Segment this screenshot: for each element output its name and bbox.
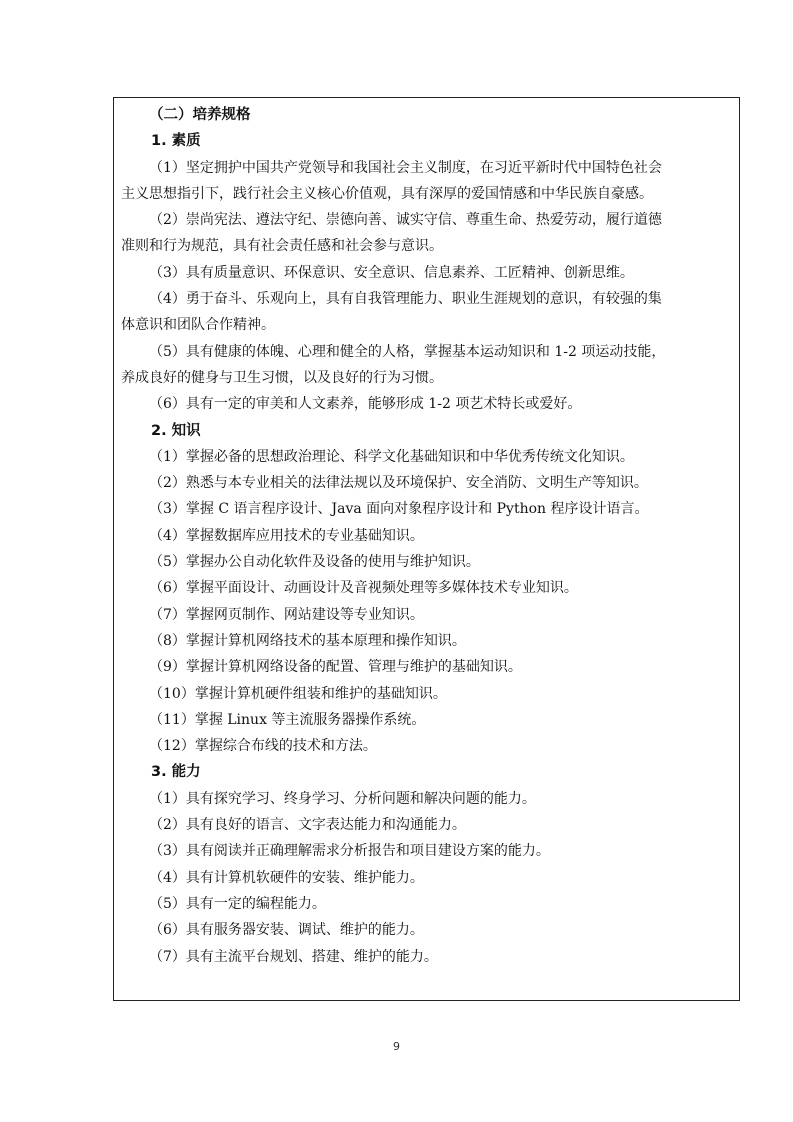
knowledge-item-2: （2）熟悉与本专业相关的法律法规以及环境保护、安全消防、文明生产等知识。 [149, 475, 648, 492]
knowledge-heading: 2. 知识 [151, 422, 201, 439]
quality-item-4-line-1: （4）勇于奋斗、乐观向上，具有自我管理能力、职业生涯规划的意识，有较强的集 [149, 291, 662, 308]
ability-item-6: （6）具有服务器安装、调试、维护的能力。 [149, 922, 424, 939]
page-number: 9 [393, 1040, 400, 1053]
quality-item-3: （3）具有质量意识、环保意识、安全意识、信息素养、工匠精神、创新思维。 [149, 264, 634, 281]
ability-item-1: （1）具有探究学习、终身学习、分析问题和解决问题的能力。 [149, 790, 536, 807]
knowledge-item-8: （8）掌握计算机网络技术的基本原理和操作知识。 [149, 632, 466, 649]
knowledge-item-3: （3）掌握 C 语言程序设计、Java 面向对象程序设计和 Python 程序设计语言。 [149, 501, 649, 518]
knowledge-item-7: （7）掌握网页制作、网站建设等专业知识。 [149, 606, 424, 623]
ability-item-4: （4）具有计算机软硬件的安装、维护能力。 [149, 869, 424, 886]
quality-item-1-line-2: 主义思想指引下，践行社会主义核心价值观，具有深厚的爱国情感和中华民族自豪感。 [121, 185, 653, 202]
knowledge-item-10: （10）掌握计算机硬件组装和维护的基础知识。 [149, 685, 447, 702]
qualities-heading: 1. 素质 [151, 133, 201, 150]
knowledge-item-9: （9）掌握计算机网络设备的配置、管理与维护的基础知识。 [149, 659, 522, 676]
knowledge-list [121, 444, 733, 760]
knowledge-item-4: （4）掌握数据库应用技术的专业基础知识。 [149, 527, 424, 544]
qualities-list [121, 155, 733, 418]
abilities-list [121, 786, 733, 970]
quality-item-1-line-1: （1）坚定拥护中国共产党领导和我国社会主义制度，在习近平新时代中国特色社会 [149, 159, 662, 176]
section-title: （二）培养规格 [149, 107, 251, 123]
ability-item-7: （7）具有主流平台规划、搭建、维护的能力。 [149, 948, 438, 965]
ability-item-3: （3）具有阅读并正确理解需求分析报告和项目建设方案的能力。 [149, 843, 550, 860]
quality-item-5-line-2: 养成良好的健身与卫生习惯，以及良好的行为习惯。 [121, 369, 443, 386]
quality-item-6: （6）具有一定的审美和人文素养，能够形成 1-2 项艺术特长或爱好。 [149, 396, 582, 413]
ability-item-2: （2）具有良好的语言、文字表达能力和沟通能力。 [149, 817, 466, 834]
ability-item-5: （5）具有一定的编程能力。 [149, 895, 326, 912]
knowledge-item-12: （12）掌握综合布线的技术和方法。 [149, 738, 377, 755]
quality-item-4-line-2: 体意识和团队合作精神。 [121, 317, 275, 334]
quality-item-2-line-1: （2）崇尚宪法、遵法守纪、崇德向善、诚实守信、尊重生命、热爱劳动，履行道德 [149, 212, 662, 229]
abilities-heading: 3. 能力 [151, 764, 201, 781]
quality-item-5-line-1: （5）具有健康的体魄、心理和健全的人格，掌握基本运动知识和 1-2 项运动技能， [149, 343, 666, 360]
document-body [121, 102, 733, 970]
knowledge-item-6: （6）掌握平面设计、动画设计及音视频处理等多媒体技术专业知识。 [149, 580, 578, 597]
knowledge-item-5: （5）掌握办公自动化软件及设备的使用与维护知识。 [149, 554, 480, 571]
quality-item-2-line-2: 准则和行为规范，具有社会责任感和社会参与意识。 [121, 238, 443, 255]
knowledge-item-1: （1）掌握必备的思想政治理论、科学文化基础知识和中华优秀传统文化知识。 [149, 448, 634, 465]
knowledge-item-11: （11）掌握 Linux 等主流服务器操作系统。 [149, 711, 426, 728]
